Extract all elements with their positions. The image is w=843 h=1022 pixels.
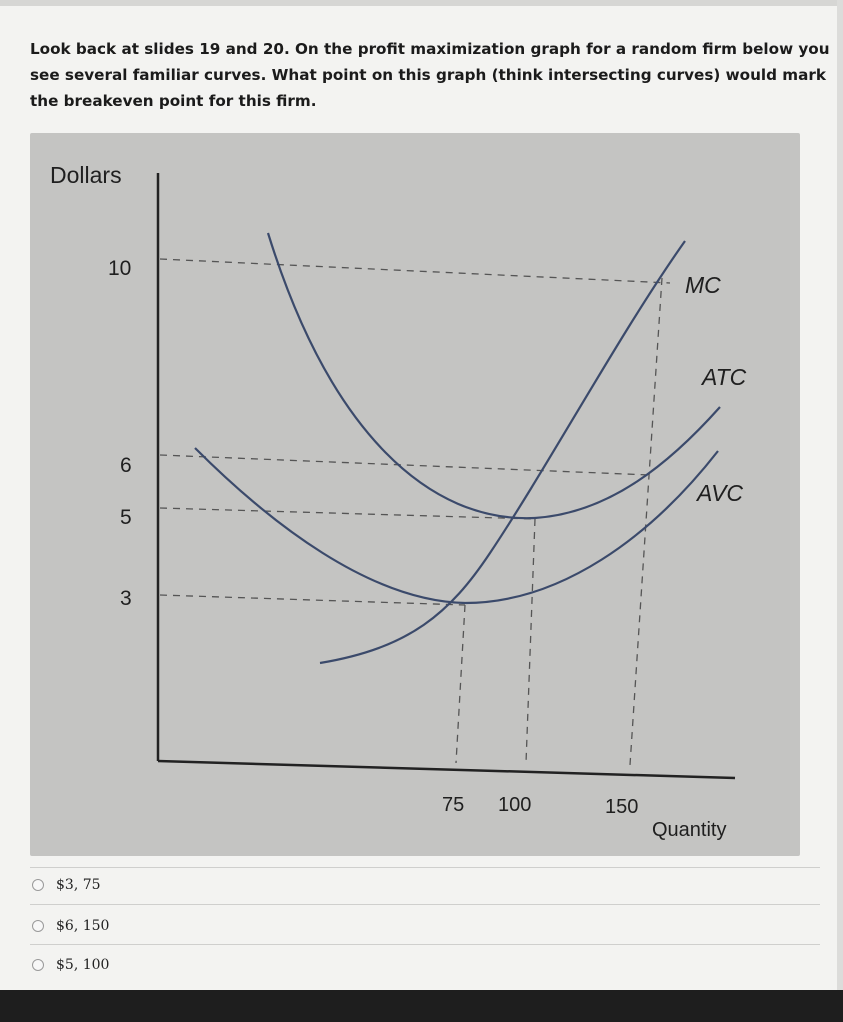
radio-button[interactable] [32, 879, 44, 891]
guide-price-10 [160, 259, 670, 283]
x-tick-150: 150 [605, 796, 639, 818]
guide-qty-75 [456, 605, 465, 763]
answer-option-label: $5, 100 [56, 957, 110, 973]
atc-curve [268, 233, 720, 518]
x-axis [158, 761, 735, 778]
profit-maximization-graph [30, 133, 800, 856]
guide-price-5 [160, 508, 535, 519]
option-separator [30, 904, 820, 905]
y-tick-10: 10 [108, 257, 132, 280]
answer-option-label: $6, 150 [56, 918, 110, 934]
answer-option-label: $3, 75 [56, 877, 101, 893]
answer-option-3[interactable] [30, 953, 109, 977]
top-border [0, 0, 843, 6]
y-axis-label: Dollars [50, 162, 122, 188]
radio-button[interactable] [32, 920, 44, 932]
option-separator [30, 944, 820, 945]
y-tick-3: 3 [120, 587, 132, 610]
mc-label: MC [685, 272, 721, 298]
atc-label: ATC [702, 364, 747, 390]
graph-canvas [30, 133, 800, 856]
right-scroll-edge [837, 0, 843, 1022]
radio-button[interactable] [32, 959, 44, 971]
y-tick-5: 5 [120, 506, 132, 529]
bottom-bar [0, 990, 843, 1022]
avc-label: AVC [697, 480, 744, 506]
x-axis-label: Quantity [652, 819, 727, 841]
avc-curve [195, 448, 718, 603]
x-tick-100: 100 [498, 794, 532, 816]
guide-qty-150 [630, 278, 662, 765]
guide-qty-100 [526, 519, 535, 763]
answer-option-2[interactable] [30, 914, 109, 938]
question-text: Look back at slides 19 and 20. On the profit maximization graph for a random firm below you see several familiar curves. What point on this graph (think intersecting curves) would mark the breakeven point for this firm. [30, 40, 830, 110]
y-tick-6: 6 [120, 454, 132, 477]
option-separator [30, 867, 820, 868]
x-tick-75: 75 [442, 794, 465, 816]
answer-option-1[interactable] [30, 873, 101, 897]
